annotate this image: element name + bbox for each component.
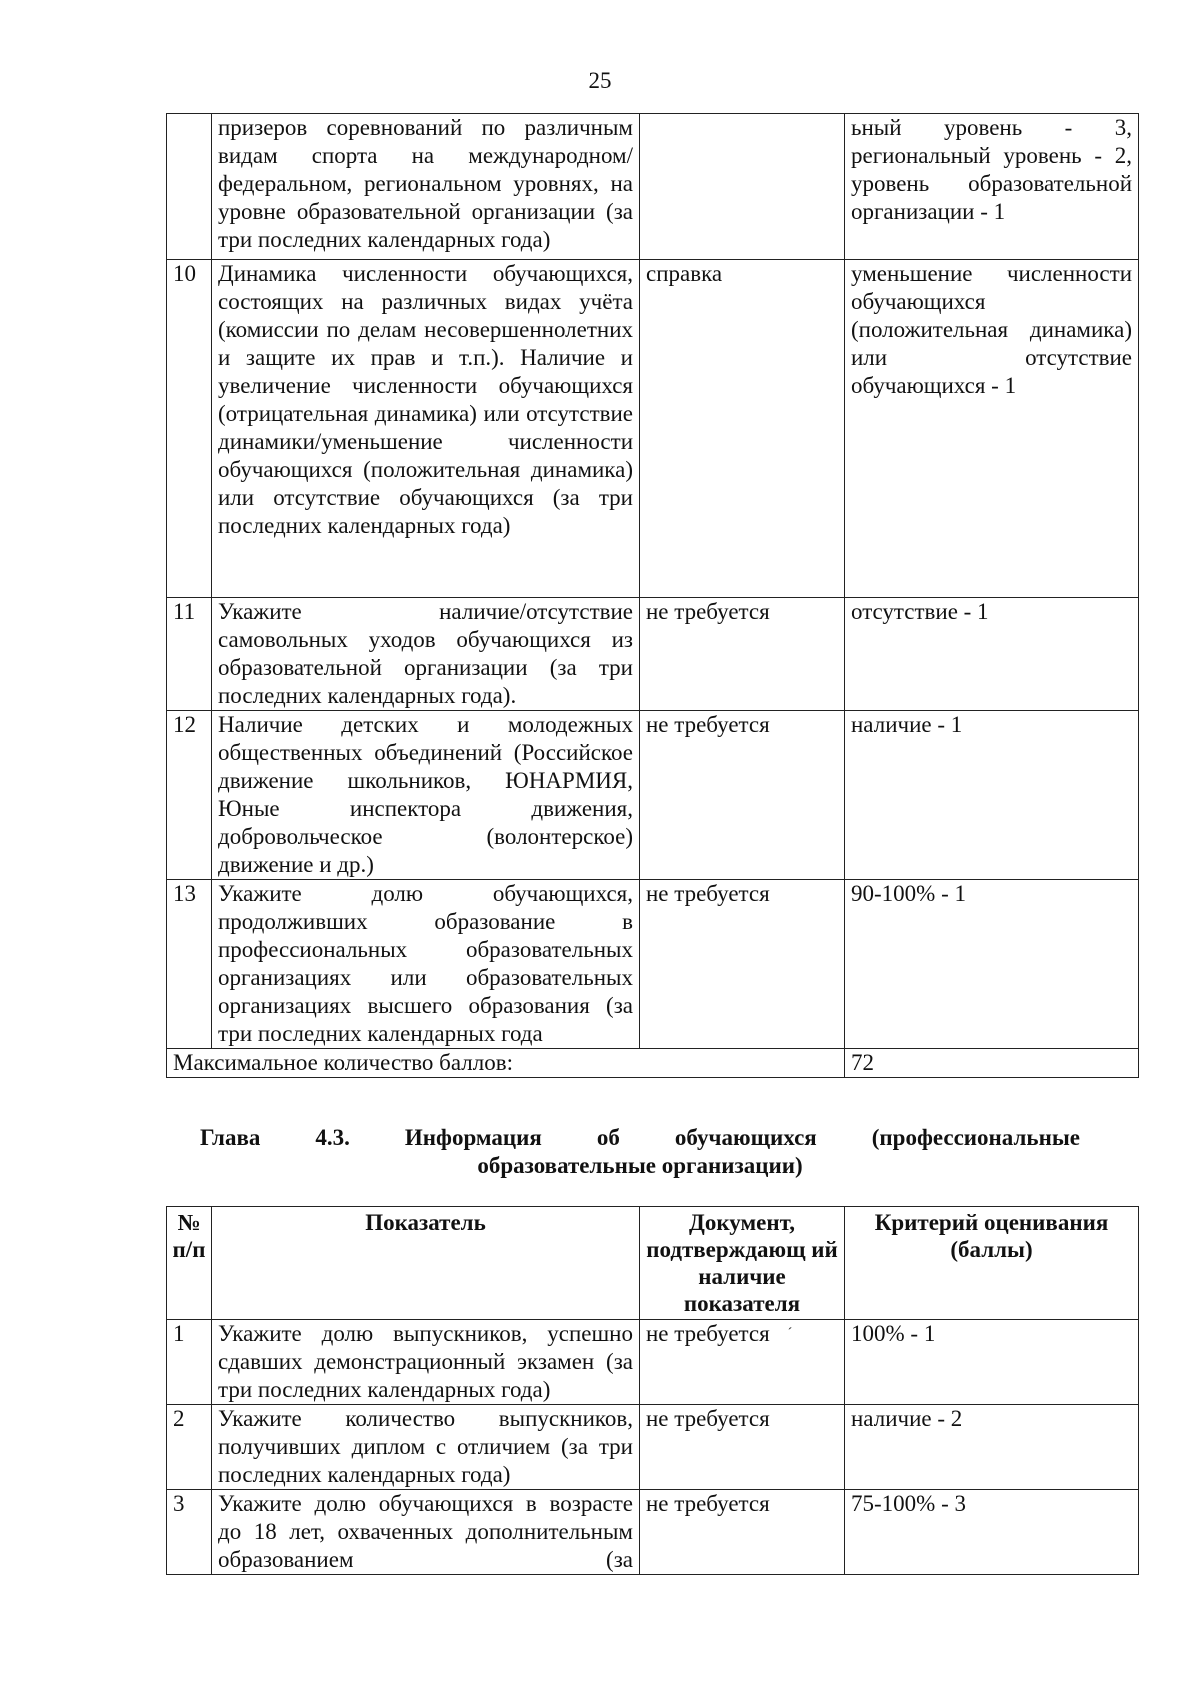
indicator-cell: призеров соревнований по различным видам спорта на международном/федеральном, региональном уровнях, на уровне образовательной организации (за три последних календарных года)	[212, 114, 640, 260]
criteria-cell: наличие - 1	[845, 711, 1139, 880]
criteria-cell: наличие - 2	[845, 1405, 1139, 1490]
total-label: Максимальное количество баллов:	[167, 1049, 845, 1078]
indicator-cell: Укажите долю обучающихся в возрасте до 18 лет, охваченных дополнительным образованием (за	[212, 1490, 640, 1575]
row-number: 2	[167, 1405, 212, 1490]
indicator-cell: Укажите долю выпускников, успешно сдавших демонстрационный экзамен (за три последних календарных года)	[212, 1320, 640, 1405]
section-heading	[200, 1124, 1080, 1180]
document-cell: не требуется	[640, 880, 845, 1049]
document-cell	[640, 114, 845, 260]
indicator-cell: Укажите количество выпускников, получивших диплом с отличием (за три последних календарных года)	[212, 1405, 640, 1490]
criteria-cell: ьный уровень - 3, региональный уровень - 2, уровень образовательной организации - 1	[845, 114, 1139, 260]
indicator-cell: Укажите долю обучающихся, продолживших образование в профессиональных образовательных организациях или образовательных организациях высшего образования (за три последних календарных года	[212, 880, 640, 1049]
criteria-cell: отсутствие - 1	[845, 598, 1139, 711]
table-row	[167, 711, 1139, 880]
criteria-table-continued	[166, 113, 1139, 1078]
pen-mark-icon: ˊ	[787, 1326, 793, 1341]
table-row	[167, 598, 1139, 711]
indicator-cell: Наличие детских и молодежных общественных объединений (Российское движение школьников, ЮНАРМИЯ, Юные инспектора движения, добровольческое (волонтерское) движение и др.)	[212, 711, 640, 880]
row-number: 13	[167, 880, 212, 1049]
criteria-cell: 90-100% - 1	[845, 880, 1139, 1049]
document-cell: не требуется	[640, 711, 845, 880]
table-row	[167, 1405, 1139, 1490]
row-number: 12	[167, 711, 212, 880]
header-indicator: Показатель	[212, 1207, 640, 1320]
document-cell: не требуется	[640, 1490, 845, 1575]
row-number	[167, 114, 212, 260]
table-row	[167, 880, 1139, 1049]
header-document: Документ, подтверждающ ий наличие показателя	[640, 1207, 845, 1320]
total-row	[167, 1049, 1139, 1078]
document-cell: справка	[640, 260, 845, 598]
criteria-table-vocational	[166, 1206, 1139, 1575]
section-heading-line-1: Глава 4.3. Информация об обучающихся (профессиональные	[200, 1125, 1080, 1150]
page-number: 25	[588, 68, 612, 93]
table-row	[167, 1320, 1139, 1405]
document-cell: не требуется	[640, 598, 845, 711]
section-heading-line-2: образовательные организации)	[477, 1153, 803, 1178]
indicator-cell: Укажите наличие/отсутствие самовольных уходов обучающихся из образовательной организации (за три последних календарных года).	[212, 598, 640, 711]
document-cell	[640, 1320, 845, 1405]
document-cell: не требуется	[640, 1405, 845, 1490]
header-number: № п/п	[167, 1207, 212, 1320]
row-number: 3	[167, 1490, 212, 1575]
row-number: 11	[167, 598, 212, 711]
table-row	[167, 1490, 1139, 1575]
criteria-cell: уменьшение численности обучающихся (положительная динамика) или отсутствие обучающихся - 1	[845, 260, 1139, 598]
row-number: 1	[167, 1320, 212, 1405]
criteria-cell: 75-100% - 3	[845, 1490, 1139, 1575]
criteria-cell: 100% - 1	[845, 1320, 1139, 1405]
table-row	[167, 114, 1139, 260]
total-value: 72	[845, 1049, 1139, 1078]
table-row	[167, 260, 1139, 598]
row-number: 10	[167, 260, 212, 598]
indicator-cell: Динамика численности обучающихся, состоящих на различных видах учёта (комиссии по делам несовершеннолетних и защите их прав и т.п.). Наличие и увеличение численности обучающихся (отрицательная динамика) или отсутствие динамики/уменьшение численности обучающихся (положительная динамика) или отсутствие обучающихся (за три последних календарных года)	[212, 260, 640, 598]
document-value: не требуется	[646, 1321, 770, 1346]
table-header-row	[167, 1207, 1139, 1320]
header-criteria: Критерий оценивания (баллы)	[845, 1207, 1139, 1320]
